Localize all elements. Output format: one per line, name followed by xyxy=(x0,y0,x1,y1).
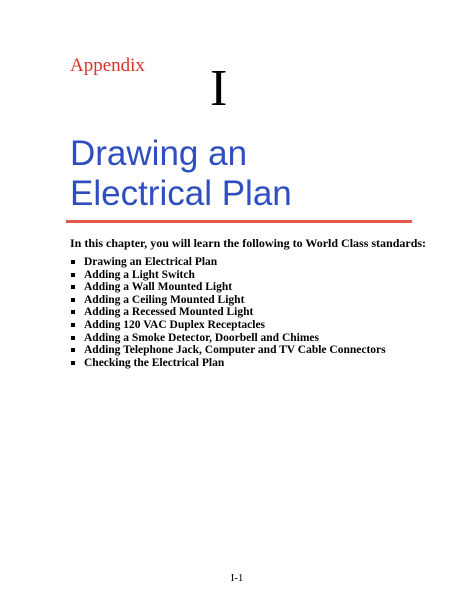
square-bullet-icon xyxy=(71,273,75,277)
appendix-letter: I xyxy=(210,60,228,117)
title-divider xyxy=(66,220,412,223)
square-bullet-icon xyxy=(71,310,75,314)
objective-item xyxy=(70,294,386,307)
objective-text: Adding Telephone Jack, Computer and TV Cable Connectors xyxy=(84,344,386,357)
square-bullet-icon xyxy=(71,260,75,264)
chapter-title-line-2: Electrical Plan xyxy=(70,174,292,213)
objective-item xyxy=(70,306,386,319)
objective-item xyxy=(70,281,386,294)
objectives-list xyxy=(70,256,386,369)
objective-text: Drawing an Electrical Plan xyxy=(84,256,218,268)
objective-text: Adding a Wall Mounted Light xyxy=(84,281,233,294)
square-bullet-icon xyxy=(71,348,75,352)
square-bullet-icon xyxy=(71,285,75,289)
objective-item xyxy=(70,269,386,282)
appendix-label: Appendix xyxy=(70,55,145,76)
square-bullet-icon xyxy=(71,323,75,327)
objective-text: Checking the Electrical Plan xyxy=(84,356,225,369)
page-number: I-1 xyxy=(230,572,244,584)
objective-item xyxy=(70,344,386,357)
objective-text: Adding 120 VAC Duplex Receptacles xyxy=(84,318,266,331)
objective-text: Adding a Ceiling Mounted Light xyxy=(84,293,245,306)
objective-text: Adding a Recessed Mounted Light xyxy=(84,306,254,319)
objective-item xyxy=(70,332,386,345)
chapter-intro: In this chapter, you will learn the following to World Class standards: xyxy=(70,236,427,250)
objective-text: Adding a Light Switch xyxy=(84,268,195,281)
objective-item xyxy=(70,357,386,370)
objective-item xyxy=(70,256,386,269)
objective-text: Adding a Smoke Detector, Doorbell and Chimes xyxy=(84,331,320,344)
square-bullet-icon xyxy=(71,361,75,365)
objective-item xyxy=(70,319,386,332)
chapter-title-line-1: Drawing an xyxy=(70,134,248,173)
chapter-title xyxy=(70,134,430,214)
square-bullet-icon xyxy=(71,298,75,302)
square-bullet-icon xyxy=(71,336,75,340)
